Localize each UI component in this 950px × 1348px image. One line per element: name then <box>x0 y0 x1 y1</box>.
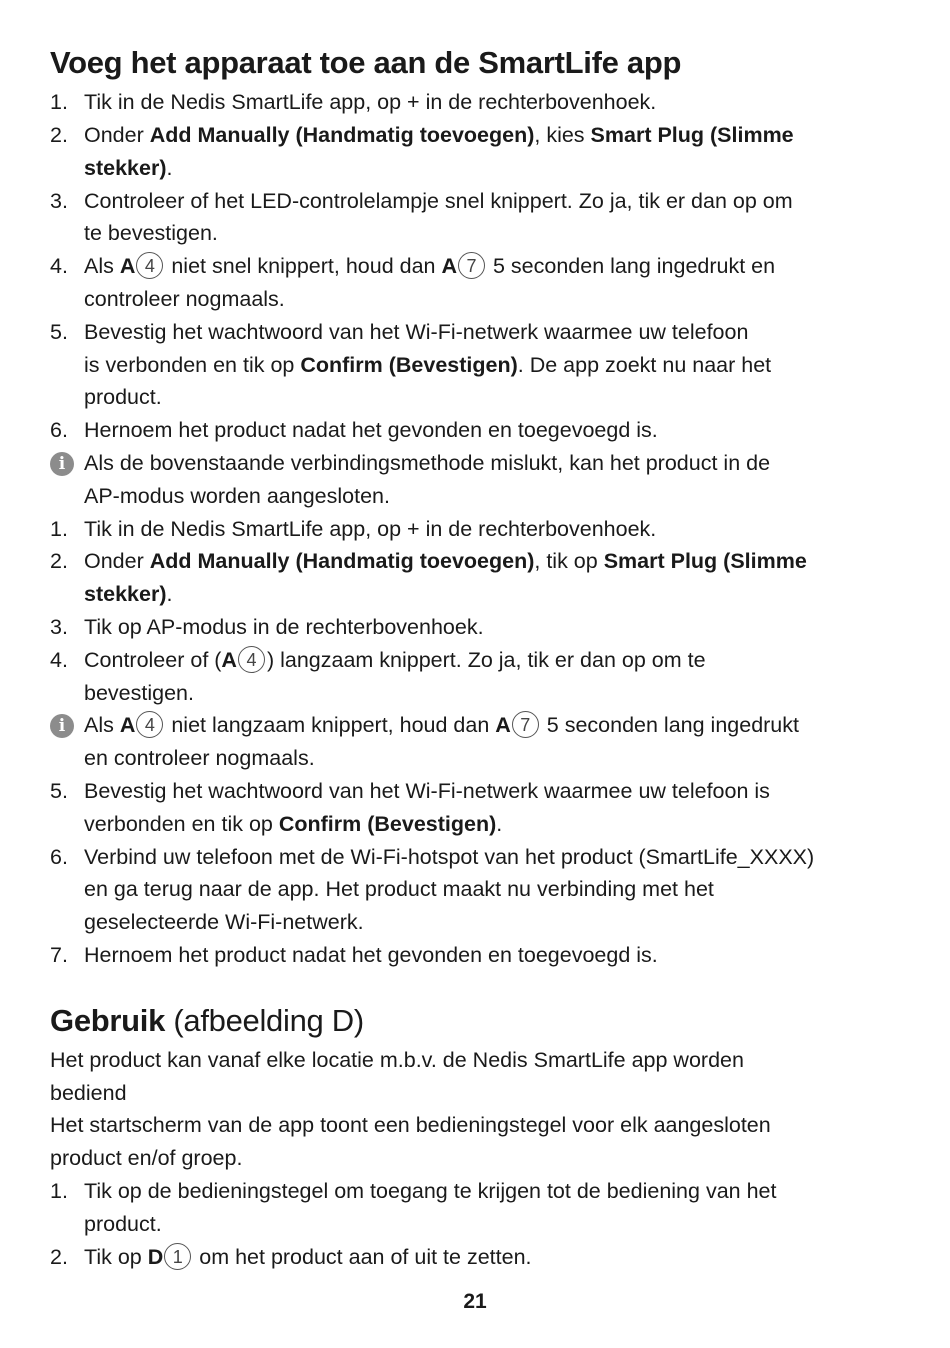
callout-number-icon: 4 <box>238 646 265 673</box>
section-title-add-device: Voeg het apparaat toe aan de SmartLife app <box>50 45 682 80</box>
info-note-reset: i Als A 4 niet langzaam knippert, houd dan A 7 5 seconden lang ingedrukt <box>50 709 880 742</box>
callout-number-icon: 4 <box>136 711 163 738</box>
step-b3: 3. Tik op AP-modus in de rechterbovenhoek. <box>50 614 484 639</box>
step-a4: 4. Als A 4 niet snel knippert, houd dan A 7 5 seconden lang ingedrukt en <box>50 254 776 279</box>
step-c5: 5. Bevestig het wachtwoord van het Wi-Fi-netwerk waarmee uw telefoon is <box>50 778 770 803</box>
step-b2-cont: stekker). <box>84 582 173 607</box>
step-c6: 6. Verbind uw telefoon met de Wi-Fi-hotspot van het product (SmartLife_XXXX) <box>50 844 815 869</box>
info-note-ap-mode: i Als de bovenstaande verbindingsmethode mislukt, kan het product in de <box>50 447 880 480</box>
step-a3: 3. Controleer of het LED-controlelampje snel knippert. Zo ja, tik er dan op om <box>50 188 793 213</box>
callout-number-icon: 7 <box>458 252 485 279</box>
step-c7: 7. Hernoem het product nadat het gevonden en toegevoegd is. <box>50 942 658 967</box>
callout-number-icon: 7 <box>512 711 539 738</box>
step-b4: 4. Controleer of (A 4 ) langzaam knippert. Zo ja, tik er dan op om te <box>50 647 706 672</box>
info-note-ap-mode-cont: AP-modus worden aangesloten. <box>84 483 390 508</box>
step-a5-cont: is verbonden en tik op Confirm (Bevestigen). De app zoekt nu naar het <box>84 352 772 377</box>
usage-step-1-cont: product. <box>84 1211 162 1236</box>
info-icon: i <box>50 452 74 476</box>
step-c6-cont: en ga terug naar de app. Het product maakt nu verbinding met het <box>84 877 714 902</box>
section-title-usage: Gebruik (afbeelding D) <box>50 1002 364 1038</box>
step-a6: 6. Hernoem het product nadat het gevonden en toegevoegd is. <box>50 418 658 443</box>
step-a3-cont: te bevestigen. <box>84 221 218 246</box>
step-b2: 2. Onder Add Manually (Handmatig toevoegen), tik op Smart Plug (Slimme <box>50 549 807 574</box>
manual-page <box>50 44 880 1273</box>
step-c5-cont: verbonden en tik op Confirm (Bevestigen). <box>84 811 503 836</box>
usage-step-1: 1. Tik op de bedieningstegel om toegang te krijgen tot de bediening van het <box>50 1179 777 1204</box>
step-c6-cont2: geselecteerde Wi-Fi-netwerk. <box>84 910 364 935</box>
usage-paragraph-1-cont: bediend <box>50 1080 127 1105</box>
usage-step-2: 2. Tik op D 1 om het product aan of uit te zetten. <box>50 1244 532 1269</box>
step-a5: 5. Bevestig het wachtwoord van het Wi-Fi-netwerk waarmee uw telefoon <box>50 319 749 344</box>
callout-number-icon: 1 <box>164 1243 191 1270</box>
step-a2: 2. Onder Add Manually (Handmatig toevoegen), kies Smart Plug (Slimme <box>50 122 794 147</box>
usage-paragraph-2-cont: product en/of groep. <box>50 1146 243 1171</box>
callout-number-icon: 4 <box>136 252 163 279</box>
info-note-reset-cont: en controleer nogmaals. <box>84 746 315 771</box>
step-a5-cont2: product. <box>84 385 162 410</box>
page-number: 21 <box>463 1290 487 1313</box>
step-a4-cont: controleer nogmaals. <box>84 286 285 311</box>
usage-paragraph-2: Het startscherm van de app toont een bedieningstegel voor elk aangesloten <box>50 1113 771 1138</box>
step-b4-cont: bevestigen. <box>84 680 194 705</box>
step-a2-cont: stekker). <box>84 155 173 180</box>
info-icon: i <box>50 714 74 738</box>
step-b1: 1. Tik in de Nedis SmartLife app, op + in de rechterbovenhoek. <box>50 516 657 541</box>
usage-paragraph-1: Het product kan vanaf elke locatie m.b.v. de Nedis SmartLife app worden <box>50 1047 744 1072</box>
step-a1: 1. Tik in de Nedis SmartLife app, op + in de rechterbovenhoek. <box>50 90 657 115</box>
